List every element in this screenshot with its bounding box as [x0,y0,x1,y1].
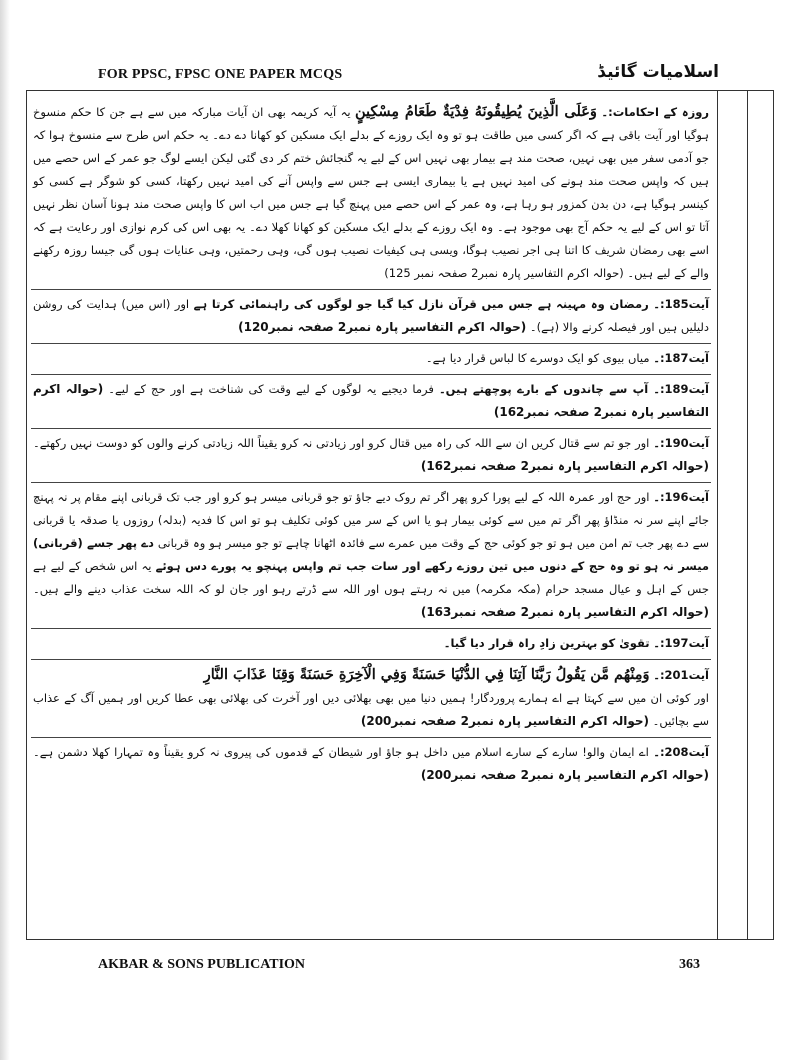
entry-heading: آیت187:۔ [653,351,709,365]
page-number: 363 [679,957,700,972]
reference: (حوالہ اکرم التفاسیر پارہ نمبر2 صفحہ نمبر200) [420,768,709,782]
entry-heading: آیت190:۔ [653,436,710,450]
entry-text: اور کوئی ان میں سے کہتا ہے اے ہمارے پروردگار! ہمیں دنیا میں بھی بھلائی دیں اور آخرت کی بھلائی بھی عطا کریں اور ہمیں آگ کے عذاب سے بچائیں۔ [33,691,709,728]
column-divider [717,91,718,939]
entry-ayat-208 [31,738,711,791]
entry-heading: آیت185:۔ [653,297,710,311]
entry-text: یہ آیہ کریمہ بھی ان آیات مبارکہ میں سے ہے جن کا حکم منسوخ ہوگیا اور آیت باقی ہے کہ اگر کسی میں طاقت ہو تو وہ ایک روزے کے بدلے ایک مسکین کو کھانا دے دے۔ یہ حکم اس طرح سے منسوخ ہوا کہ جو آدمی سفر میں بھی نہیں، صحت مند ہے بیمار بھی نہیں اس کے لیے یہ گنجائش ختم کر دی گئی لیکن ایسے لوگ جو عمر کے اس حصے میں ہیں کہ واپس صحت مند ہونے کی امید نہیں ہے یا بیماری ایسی ہے جس سے واپس آنے کی امید نہیں رکھتا، کسی کو شوگر ہے کسی کو کینسر ہوگیا ہے، دن بدن کمزور ہو رہا ہے، وہ عمر کے اس حصے میں پہنچ گیا ہے جس میں اب اس کا واپس صحت مند ہونا آسان نظر نہیں آتا تو اس کے لیے یہ حکم آج بھی موجود ہے۔ وہ ایک روزے کے بدلے ایک مسکین کو کھانا کھلا دے۔ یہ بھی اس کی کرم نوازی اور رعایت ہے کہ اسے بھی رمضان شریف کا اتنا ہی اجر نصیب ہوگا، ویسی ہی کیفیات نصیب ہوں گی، وہی رحمتیں، وہی عنایات ہوں گی جیسا روزہ رکھنے والے کے لیے ہیں۔ [33,105,709,280]
entry-heading: آیت196:۔ [653,490,709,504]
header-book-title: اسلامیات گائیڈ [597,62,719,82]
entry-ayat-187 [31,344,711,375]
page-edge-shadow [0,0,10,1060]
entry-heading: روزہ کے احکامات:۔ [601,105,709,119]
entry-text: میاں بیوی کو ایک دوسرے کا لباس قرار دیا ہے۔ [425,351,650,365]
entry-heading: آیت189:۔ [653,382,709,396]
reference: (حوالہ اکرم التفاسیر پارہ نمبر2 صفحہ نمبر163) [420,605,709,619]
arabic-verse: وَعَلَى الَّذِينَ يُطِيقُونَهُ فِدْيَةٌ طَعَامُ مِسْكِينٍ [354,103,597,120]
reference: (حوالہ اکرم التفاسیر پارہ نمبر2 صفحہ نمبر162) [420,459,709,473]
reference: (حوالہ اکرم التفاسیر پارہ نمبر2 صفحہ نمبر162) [33,382,709,419]
header-exam-title: FOR PPSC, FPSC ONE PAPER MCQS [98,67,343,82]
footer-publisher: AKBAR & SONS PUBLICATION [98,957,306,972]
reference: (حوالہ اکرم التفاسیر پارہ نمبر2 صفحہ نمبر 125) [384,266,624,280]
entry-ayat-196 [31,483,711,629]
entry-text: فرما دیجیے یہ لوگوں کے لیے وقت کی شناخت ہے اور حج کے لیے۔ [108,382,434,396]
entry-text: اور جو تم سے قتال کریں ان سے اللہ کی راہ میں قتال کرو اور زیادتی نہ کرو یقیناً اللہ زیادتی کرنے والوں کو دوست نہیں رکھتے۔ [33,436,650,450]
content-column [31,97,711,935]
entry-ayat-185 [31,290,711,344]
column-divider [747,91,748,939]
entry-text: اے ایمان والو! سارے کے سارے اسلام میں داخل ہو جاؤ اور شیطان کے قدموں کی پیروی نہ کرو یقیناً وہ تمہارا کھلا دشمن ہے۔ [33,745,649,759]
entry-ayat-189 [31,375,711,429]
entry-heading: آیت201:۔ [653,668,709,682]
entry-bold-text: رمضان وہ مہینہ ہے جس میں قرآن نازل کیا گیا جو لوگوں کی راہنمائی کرتا ہے [193,297,649,311]
reference: (حوالہ اکرم التفاسیر پارہ نمبر2 صفحہ نمبر120) [238,320,527,334]
arabic-verse: وَمِنْهُم مَّن يَقُولُ رَبَّنَا آتِنَا فِي الدُّنْيَا حَسَنَةً وَفِي الْآخِرَةِ حَسَنَةً وَقِنَا عَذَابَ النَّارِ [203,666,650,683]
entry-text-continued: یہ اس شخص کے لیے ہے جس کے اہل و عیال مسجد حرام (مکہ مکرمہ) میں نہ رہتے ہوں اور اللہ سے ڈرتے رہو اور جان لو کہ اللہ سخت عذاب دینے والے ہیں۔ [33,559,709,596]
entry-bold-text: دے پھر جسے (قربانی) میسر نہ ہو تو وہ حج کے دنوں میں تین روزے رکھے اور سات جب تم واپس پہنچو یہ پورے دس ہوئے [33,536,710,573]
entry-heading: آیت208:۔ [653,745,709,759]
reference: (حوالہ اکرم التفاسیر پارہ نمبر2 صفحہ نمبر200) [360,714,650,728]
entry-bold-text: تقویٰ کو بہترین زادِ راہ قرار دیا گیا۔ [443,636,650,650]
entry-text: اور (اس میں) ہدایت کی روشن دلیلیں ہیں اور فیصلہ کرنے والا (ہے)۔ [33,297,709,334]
entry-ayat-190 [31,429,711,483]
content-frame [26,90,774,940]
entry-ayat-197 [31,629,711,660]
entry-heading: آیت197:۔ [653,636,709,650]
entry-ayat-201 [31,660,711,738]
entry-fasting-rules [31,97,711,290]
entry-bold-text: آپ سے چاندوں کے بارے پوچھتے ہیں۔ [438,382,649,396]
entry-text: اور حج اور عمرہ اللہ کے لیے پورا کرو پھر اگر تم روک دیے جاؤ تو جو قربانی میسر ہو کرو اور جب تک قربانی اپنے مقام پر نہ پہنچ جائے اپنے سر نہ منڈاؤ پھر اگر تم میں سے کوئی بیمار ہو یا اس کے سر میں کوئی تکلیف ہو تو اس کا فدیہ (بدلہ) روزوں یا صدقہ یا قربانی سے دے پھر جب تم امن میں ہو تو جو کوئی حج کے وقت میں عمرے سے فائدہ اٹھانا چاہے تو جو میسر ہو وہ قربانی [33,490,709,550]
